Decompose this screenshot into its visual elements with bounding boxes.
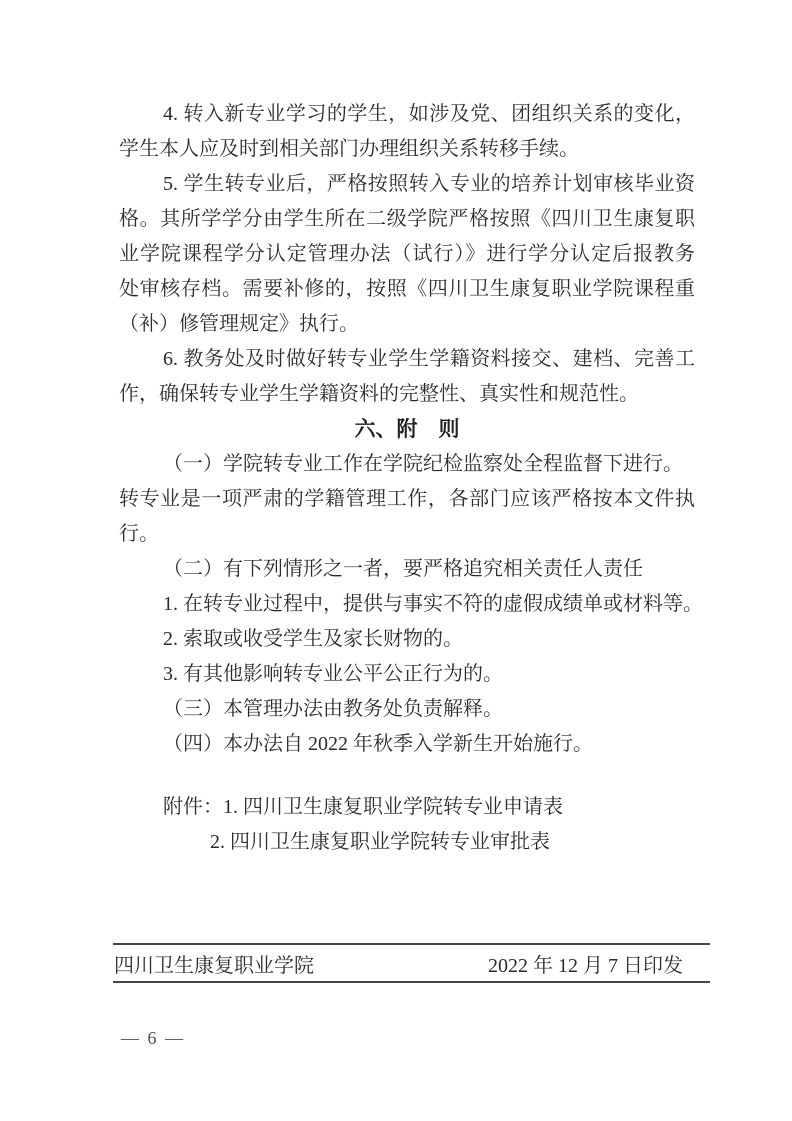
text-line: 学生本人应及时到相关部门办理组织关系转移手续。 xyxy=(119,138,579,160)
footer-issuer: 四川卫生康复职业学院 xyxy=(114,954,314,977)
text-line: 5. 学生转专业后，严格按照转入专业的培养计划审核毕业资 xyxy=(163,173,695,195)
document-body xyxy=(119,97,703,762)
page-number: — 6 — xyxy=(121,1028,185,1048)
text-line: 处审核存档。需要补修的，按照《四川卫生康复职业学院课程重 xyxy=(119,278,695,300)
text-line: 行。 xyxy=(119,523,159,545)
text-line: 3. 有其他影响转专业公平公正行为的。 xyxy=(163,663,503,685)
text-line: （一）学院转专业工作在学院纪检监察处全程监督下进行。 xyxy=(163,453,683,475)
text-line: （补）修管理规定》执行。 xyxy=(119,313,359,335)
text-line: 2. 索取或收受学生及家长财物的。 xyxy=(163,628,463,650)
text-line: 格。其所学学分由学生所在二级学院严格按照《四川卫生康复职 xyxy=(119,208,695,230)
footer-block xyxy=(113,943,710,983)
attachment-line: 2. 四川卫生康复职业学院转专业审批表 xyxy=(210,831,550,853)
attachment-line: 附件：1. 四川卫生康复职业学院转专业申请表 xyxy=(163,796,563,818)
text-line: 转专业是一项严肃的学籍管理工作，各部门应该严格按本文件执 xyxy=(119,488,695,510)
attachments-block xyxy=(119,790,695,860)
text-line: 作，确保转专业学生学籍资料的完整性、真实性和规范性。 xyxy=(119,383,639,405)
section-heading: 六、附 则 xyxy=(354,417,460,441)
text-line: 4. 转入新专业学习的学生，如涉及党、团组织关系的变化， xyxy=(163,103,695,125)
text-line: 业学院课程学分认定管理办法（试行）》进行学分认定后报教务 xyxy=(119,243,695,265)
text-line: （三）本管理办法由教务处负责解释。 xyxy=(163,698,503,720)
text-line: 6. 教务处及时做好转专业学生学籍资料接交、建档、完善工 xyxy=(163,348,695,370)
text-line: 1. 在转专业过程中，提供与事实不符的虚假成绩单或材料等。 xyxy=(163,593,703,615)
text-line: （四）本办法自 2022 年秋季入学新生开始施行。 xyxy=(163,733,593,755)
text-line: （二）有下列情形之一者，要严格追究相关责任人责任 xyxy=(163,558,643,580)
footer-print-date: 2022 年 12 月 7 日印发 xyxy=(488,954,683,977)
